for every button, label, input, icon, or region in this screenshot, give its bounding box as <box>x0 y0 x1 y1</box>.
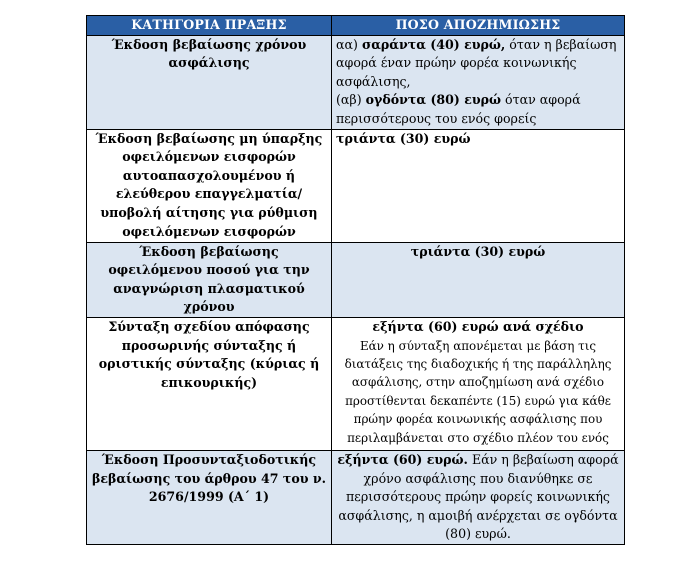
amount-value: εξήντα (60) ευρώ ανά σχέδιο <box>372 318 584 334</box>
amount-value: τριάντα (30) ευρώ <box>410 243 546 259</box>
amount-value: εξήντα (60) ευρώ. <box>337 451 468 467</box>
row-amount <box>332 242 625 317</box>
amount-option-a-prefix: αα) <box>336 36 358 52</box>
fees-table <box>86 15 625 545</box>
row-amount <box>332 450 625 544</box>
table-row <box>87 317 625 450</box>
row-category: Έκδοση Προσυνταξιοδοτικής βεβαίωσης του άρθρου 47 του ν. 2676/1999 (Α΄ 1) <box>87 450 332 544</box>
amount-option-b-text: όταν αφορά περισσότερους του ενός φορείς <box>336 92 581 126</box>
row-category: Έκδοση βεβαίωσης χρόνου ασφάλισης <box>87 35 332 129</box>
amount-option-b-value: ογδόντα (80) ευρώ <box>365 92 502 108</box>
table-row <box>87 129 625 242</box>
amount-note: Εάν η σύνταξη απονέμεται με βάση τις διατάξεις της διαδοχικής ή της παράλληλης ασφάλισης, στην αποζημίωση ανά σχέδιο προστίθενται δεκαπέντε (15) ευρώ για κάθε πρώην φορέα κοινωνικής ασφάλισης που περιλαμβάνεται στο σχέδιο πλέον του ενός <box>344 338 612 445</box>
amount-option-a-value: σαράντα (40) ευρώ, <box>361 36 506 52</box>
amount-option-b-prefix: (αβ) <box>336 92 362 108</box>
row-amount <box>332 129 625 242</box>
amount-value: τριάντα (30) ευρώ <box>336 130 471 146</box>
amount-option-a-text: όταν η βεβαίωση αφορά έναν πρώην φορέα κοινωνικής ασφάλισης, <box>336 36 617 89</box>
row-category: Σύνταξη σχεδίου απόφασης προσωρινής σύνταξης ή οριστικής σύνταξης (κύριας ή επικουρικής) <box>87 317 332 450</box>
row-amount <box>332 35 625 129</box>
table-row <box>87 242 625 317</box>
table-header-row <box>87 16 625 36</box>
table-row <box>87 35 625 129</box>
header-category: ΚΑΤΗΓΟΡΙΑ ΠΡΑΞΗΣ <box>87 16 332 36</box>
row-category: Έκδοση βεβαίωσης οφειλόμενου ποσού για την αναγνώριση πλασματικού χρόνου <box>87 242 332 317</box>
header-amount: ΠΟΣΟ ΑΠΟΖΗΜΙΩΣΗΣ <box>332 16 625 36</box>
amount-note: Εάν η βεβαίωση αφορά χρόνο ασφάλισης που διανύθηκε σε περισσότερους πρώην φορείς κοινωνικής ασφάλισης, η αμοιβή ανέρχεται σε ογδόντα (80) ευρώ. <box>338 451 619 542</box>
row-category: Έκδοση βεβαίωσης μη ύπαρξης οφειλόμενων εισφορών αυτοαπασχολουμένου ή ελεύθερου επαγγελματία/ υποβολή αίτησης για ρύθμιση οφειλόμενων εισφορών <box>87 129 332 242</box>
row-amount <box>332 317 625 450</box>
table-row <box>87 450 625 544</box>
